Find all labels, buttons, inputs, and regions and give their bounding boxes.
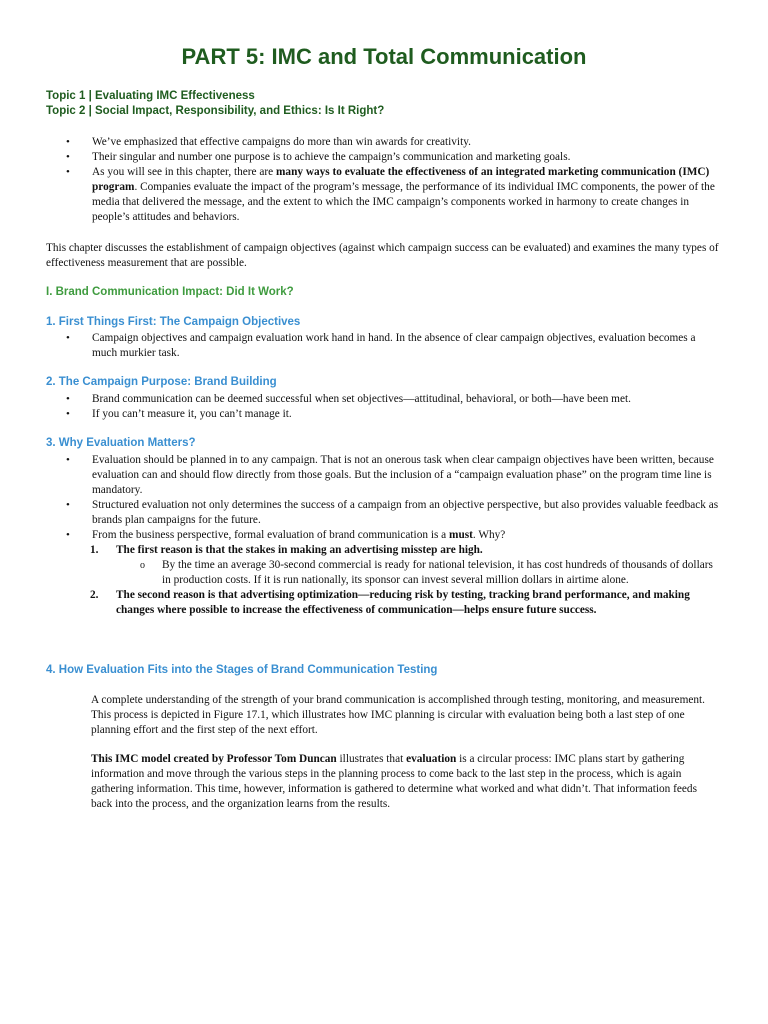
- list-item: • Their singular and number one purpose is to achieve the campaign’s communication and marketing goals.: [46, 150, 722, 165]
- topic-1: Topic 1 | Evaluating IMC Effectiveness: [46, 90, 255, 102]
- list-item: • Campaign objectives and campaign evaluation work hand in hand. In the absence of clear campaign objectives, evaluation becomes a much murkier task.: [46, 331, 722, 361]
- section-heading-brand-impact: I. Brand Communication Impact: Did It Work?: [46, 286, 294, 298]
- subsection-heading-purpose: 2. The Campaign Purpose: Brand Building: [46, 376, 277, 388]
- objectives-bullet-list: [46, 331, 722, 361]
- stages-paragraph-2: This IMC model created by Professor Tom Duncan illustrates that evaluation is a circular process: IMC plans start by gathering information and move through the various steps in the planning process to come back to the last step in the process, which is again gathering information. This time, however, information is gathered to determine what worked and what didn’t. That information feeds back into the process, and the organization learns from the results.: [91, 753, 697, 810]
- subsection-heading-objectives: 1. First Things First: The Campaign Objectives: [46, 316, 301, 328]
- intro-bullet-list: [46, 135, 722, 225]
- stages-paragraph-1: A complete understanding of the strength of your brand communication is accomplished through testing, monitoring, and measurement. This process is depicted in Figure 17.1, which illustrates how IMC planning is circular with evaluation being both a last step of one planning effort and the first step of the next effort.: [91, 694, 705, 736]
- topic-2: Topic 2 | Social Impact, Responsibility, and Ethics: Is It Right?: [46, 105, 385, 117]
- chapter-paragraph: This chapter discusses the establishment of campaign objectives (against which campaign success can be evaluated) and examines the many types of effectiveness measurement that are possible.: [46, 242, 719, 269]
- why-evaluation-bullet-list: [46, 453, 722, 618]
- list-item: • From the business perspective, formal evaluation of brand communication is a must. Why? 1. The first reason is that the stakes in making an advertising misstep are high. o By the time an average 30-second commercial is ready for national television, it has cost hundreds of thousands of dollars in production costs. If it is run nationally, its sponsor can invest several million dollars in airtime alone. 2. The second reason is that advertising optimization—reducing risk by testing, tracking brand performance, and making changes where possible to increase the effectiveness of communication—helps ensure future success.: [46, 528, 722, 618]
- list-item: • We’ve emphasized that effective campaigns do more than win awards for creativity.: [46, 135, 722, 150]
- list-item: • As you will see in this chapter, there are many ways to evaluate the effectiveness of an integrated marketing communication (IMC) program. Companies evaluate the impact of the program’s message, the performance of its individual IMC components, the power of the media that delivered the message, and the extent to which the IMC campaign’s components worked in harmony to create changes in people’s attitudes and behaviors.: [46, 165, 722, 225]
- reason-detail-list: [116, 558, 722, 588]
- list-item: • Structured evaluation not only determines the success of a campaign from an objective perspective, but also provides valuable feedback as brands plan campaigns for the future.: [46, 498, 722, 528]
- subsection-heading-why-evaluation: 3. Why Evaluation Matters?: [46, 437, 196, 449]
- list-item: • If you can’t measure it, you can’t manage it.: [46, 407, 722, 422]
- list-item: o By the time an average 30-second commercial is ready for national television, it has cost hundreds of thousands of dollars in production costs. If it is run nationally, its sponsor can invest several million dollars in airtime alone.: [116, 558, 722, 588]
- page-title: PART 5: IMC and Total Communication: [181, 44, 587, 69]
- subsection-heading-stages: 4. How Evaluation Fits into the Stages of Brand Communication Testing: [46, 664, 438, 676]
- reasons-numbered-list: [92, 543, 722, 618]
- list-item: 2. The second reason is that advertising optimization—reducing risk by testing, tracking brand performance, and making changes where possible to increase the effectiveness of communication—helps ensure future success.: [90, 589, 690, 616]
- purpose-bullet-list: [46, 392, 722, 422]
- list-item: 1. The first reason is that the stakes in making an advertising misstep are high. o By the time an average 30-second commercial is ready for national television, it has cost hundreds of thousands of dollars in production costs. If it is run nationally, its sponsor can invest several million dollars in airtime alone.: [92, 543, 722, 588]
- list-item: • Evaluation should be planned in to any campaign. That is not an onerous task when clear campaign objectives have been written, because evaluation can and should flow directly from those goals. But the inclusion of a “campaign evaluation phase” on the program time line is mandatory.: [46, 453, 722, 498]
- list-item: • Brand communication can be deemed successful when set objectives—attitudinal, behavioral, or both—have been met.: [46, 392, 722, 407]
